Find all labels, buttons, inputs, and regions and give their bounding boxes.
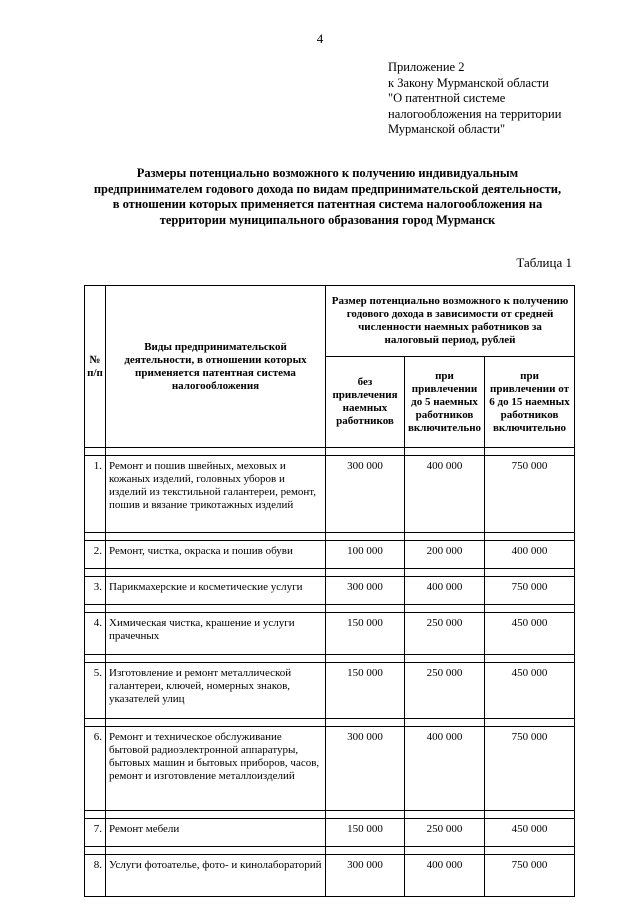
income-6-to-15: 750 000 [485,727,575,811]
row-spacer [326,569,405,577]
table-label: Таблица 1 [516,255,572,270]
row-spacer [485,655,575,663]
row-number: 2. [85,541,106,569]
row-spacer [485,811,575,819]
row-spacer [485,719,575,727]
row-spacer [405,655,485,663]
income-6-to-15: 450 000 [485,819,575,847]
income-up-to-5: 250 000 [405,663,485,719]
income-no-employees: 300 000 [326,855,405,897]
table-row [85,613,575,655]
row-spacer [106,655,326,663]
row-spacer [405,719,485,727]
title-line: в отношении которых применяется патентная система налогообложения на [112,197,543,211]
income-6-to-15: 750 000 [485,456,575,533]
income-up-to-5: 400 000 [405,456,485,533]
row-spacer [326,655,405,663]
activity-name: Изготовление и ремонт металлической галантереи, ключей, номерных знаков, указателей улиц [106,663,326,719]
income-up-to-5: 200 000 [405,541,485,569]
row-spacer [326,847,405,855]
row-spacer [106,719,326,727]
row-number: 3. [85,577,106,605]
row-number: 4. [85,613,106,655]
income-up-to-5: 250 000 [405,613,485,655]
row-number: 5. [85,663,106,719]
appendix-line: налогообложения на территории [388,106,562,121]
income-6-to-15: 400 000 [485,541,575,569]
income-no-employees: 300 000 [326,577,405,605]
row-spacer [485,448,575,456]
appendix-note [388,60,628,138]
row-spacer [405,448,485,456]
header-num: № п/п [85,286,106,448]
row-spacer [405,569,485,577]
table-row [85,855,575,897]
income-no-employees: 150 000 [326,819,405,847]
row-spacer [106,811,326,819]
income-up-to-5: 400 000 [405,855,485,897]
row-spacer [85,719,106,727]
row-spacer [85,569,106,577]
row-spacer [326,605,405,613]
header-income-size: Размер потенциально возможного к получению годового дохода в зависимости от средней численности наемных работников за налоговый период, рублей [326,286,575,357]
activity-name: Ремонт мебели [106,819,326,847]
row-spacer [405,605,485,613]
income-up-to-5: 400 000 [405,577,485,605]
appendix-line: Приложение 2 [388,60,465,74]
row-spacer [106,533,326,541]
header-activity: Виды предпринимательской деятельности, в отношении которых применяется патентная система налогообложения [106,286,326,448]
activity-name: Услуги фотоателье, фото- и кинолабораторий [106,855,326,897]
income-6-to-15: 450 000 [485,613,575,655]
row-number: 7. [85,819,106,847]
table-row [85,541,575,569]
appendix-line: "О патентной системе [388,91,506,105]
title-line: Размеры потенциально возможного к получению индивидуальным [136,166,519,180]
row-spacer [405,847,485,855]
row-number: 8. [85,855,106,897]
row-spacer [405,533,485,541]
income-no-employees: 150 000 [326,663,405,719]
income-no-employees: 300 000 [326,727,405,811]
row-spacer [85,811,106,819]
table-row [85,456,575,533]
document-title [40,166,615,228]
row-spacer [485,569,575,577]
income-no-employees: 100 000 [326,541,405,569]
appendix-line: к Закону Мурманской области [388,75,549,90]
row-spacer [85,655,106,663]
header-up-to-5: при привлечении до 5 наемных работников включительно [405,357,485,448]
activity-name: Ремонт, чистка, окраска и пошив обуви [106,541,326,569]
page-number: 4 [316,31,324,46]
row-spacer [85,533,106,541]
row-spacer [106,605,326,613]
activity-name: Химическая чистка, крашение и услуги прачечных [106,613,326,655]
table-row [85,663,575,719]
row-number: 6. [85,727,106,811]
title-line: территории муниципального образования город Мурманск [159,212,496,227]
table-row [85,819,575,847]
row-spacer [485,605,575,613]
title-line: предпринимателем годового дохода по видам предпринимательской деятельности, [93,181,562,196]
income-6-to-15: 450 000 [485,663,575,719]
header-no-employees: без привлечения наемных работников [326,357,405,448]
row-spacer [85,847,106,855]
row-spacer [106,847,326,855]
income-table [84,285,575,897]
activity-name: Ремонт и пошив швейных, меховых и кожаных изделий, головных уборов и изделий из текстильной галантереи, ремонт, пошив и вязание трикотажных изделий [106,456,326,533]
income-6-to-15: 750 000 [485,855,575,897]
row-spacer [85,605,106,613]
row-spacer [405,811,485,819]
row-spacer [106,569,326,577]
appendix-line: Мурманской области" [388,122,506,136]
table-row [85,727,575,811]
row-number: 1. [85,456,106,533]
activity-name: Ремонт и техническое обслуживание бытовой радиоэлектронной аппаратуры, бытовых машин и бытовых приборов, часов, ремонт и изготовление металлоизделий [106,727,326,811]
row-spacer [326,533,405,541]
row-spacer [106,448,326,456]
row-spacer [326,719,405,727]
income-up-to-5: 250 000 [405,819,485,847]
row-spacer [485,847,575,855]
income-no-employees: 150 000 [326,613,405,655]
row-spacer [326,811,405,819]
row-spacer [485,533,575,541]
income-6-to-15: 750 000 [485,577,575,605]
row-spacer [85,448,106,456]
header-6-to-15: при привлечении от 6 до 15 наемных работников включительно [485,357,575,448]
activity-name: Парикмахерские и косметические услуги [106,577,326,605]
table-row [85,577,575,605]
income-up-to-5: 400 000 [405,727,485,811]
income-no-employees: 300 000 [326,456,405,533]
row-spacer [326,448,405,456]
